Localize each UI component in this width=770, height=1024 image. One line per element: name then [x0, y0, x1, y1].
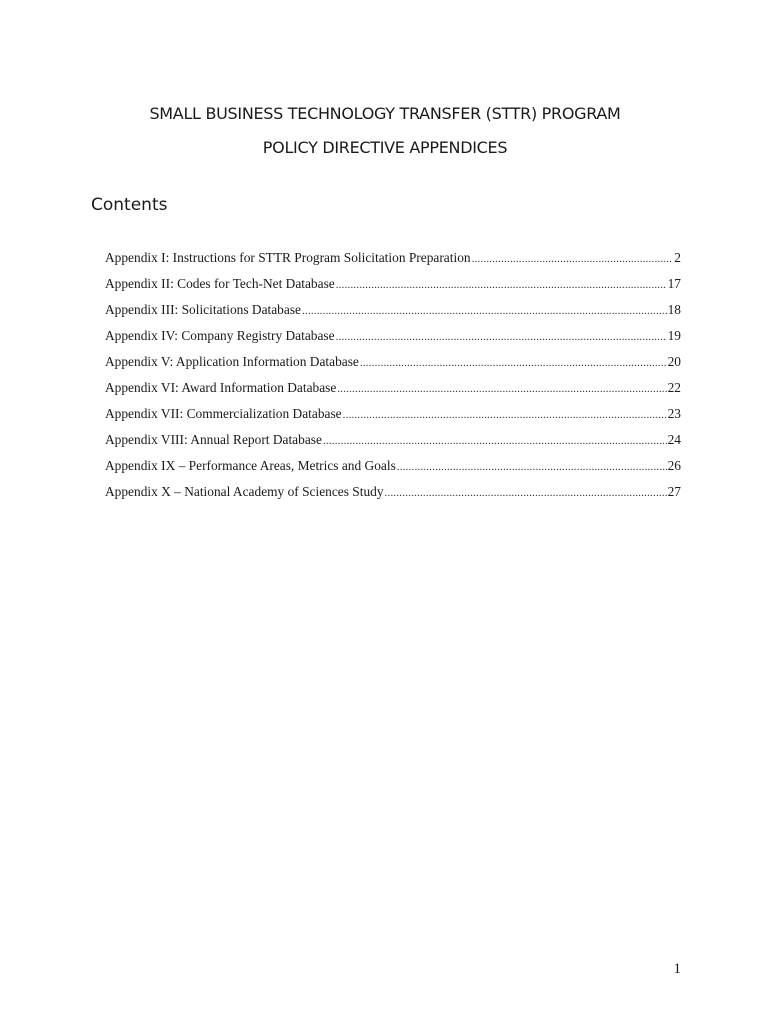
table-of-contents	[105, 250, 681, 510]
toc-entry-appendix-7[interactable]	[105, 406, 681, 432]
toc-entry-label: Appendix II: Codes for Tech-Net Database	[105, 276, 335, 291]
toc-entry-label: Appendix I: Instructions for STTR Program Solicitation Preparation	[105, 250, 471, 265]
toc-entry-page: 19	[667, 328, 681, 343]
toc-entry-label: Appendix III: Solicitations Database	[105, 302, 301, 317]
toc-dot-leader	[337, 383, 666, 395]
page-number: 1	[673, 961, 681, 977]
toc-entry-appendix-1[interactable]	[105, 250, 681, 276]
toc-entry-page: 17	[667, 276, 681, 291]
toc-dot-leader	[343, 409, 667, 421]
toc-entry-page: 23	[667, 406, 681, 421]
toc-entry-page: 20	[667, 354, 681, 369]
toc-entry-label: Appendix IX – Performance Areas, Metrics and Goals	[105, 458, 396, 473]
toc-entry-page: 2	[674, 250, 681, 265]
toc-dot-leader	[385, 487, 667, 499]
toc-entry-label: Appendix X – National Academy of Sciences Study	[105, 484, 384, 499]
toc-entry-appendix-3[interactable]	[105, 302, 681, 328]
toc-entry-label: Appendix IV: Company Registry Database	[105, 328, 335, 343]
contents-heading: Contents	[91, 195, 168, 215]
toc-dot-leader	[323, 435, 667, 447]
document-title-line-1: SMALL BUSINESS TECHNOLOGY TRANSFER (STTR) PROGRAM	[149, 104, 621, 123]
toc-entry-page: 27	[667, 484, 681, 499]
document-title-line-2: POLICY DIRECTIVE APPENDICES	[262, 138, 508, 157]
toc-entry-appendix-5[interactable]	[105, 354, 681, 380]
toc-entry-appendix-10[interactable]	[105, 484, 681, 510]
toc-entry-appendix-9[interactable]	[105, 458, 681, 484]
toc-entry-page: 18	[667, 302, 681, 317]
toc-entry-label: Appendix VI: Award Information Database	[105, 380, 337, 395]
toc-dot-leader	[336, 279, 667, 291]
toc-dot-leader	[397, 461, 667, 473]
toc-entry-page: 24	[667, 432, 681, 447]
toc-entry-appendix-2[interactable]	[105, 276, 681, 302]
toc-entry-appendix-4[interactable]	[105, 328, 681, 354]
toc-dot-leader	[336, 331, 667, 343]
toc-dot-leader	[302, 305, 667, 317]
toc-entry-label: Appendix VIII: Annual Report Database	[105, 432, 322, 447]
toc-entry-appendix-6[interactable]	[105, 380, 681, 406]
toc-entry-label: Appendix VII: Commercialization Database	[105, 406, 342, 421]
toc-entry-page: 22	[667, 380, 681, 395]
toc-dot-leader	[360, 357, 667, 369]
toc-dot-leader	[472, 253, 674, 265]
toc-entry-page: 26	[667, 458, 681, 473]
toc-entry-label: Appendix V: Application Information Database	[105, 354, 359, 369]
toc-entry-appendix-8[interactable]	[105, 432, 681, 458]
